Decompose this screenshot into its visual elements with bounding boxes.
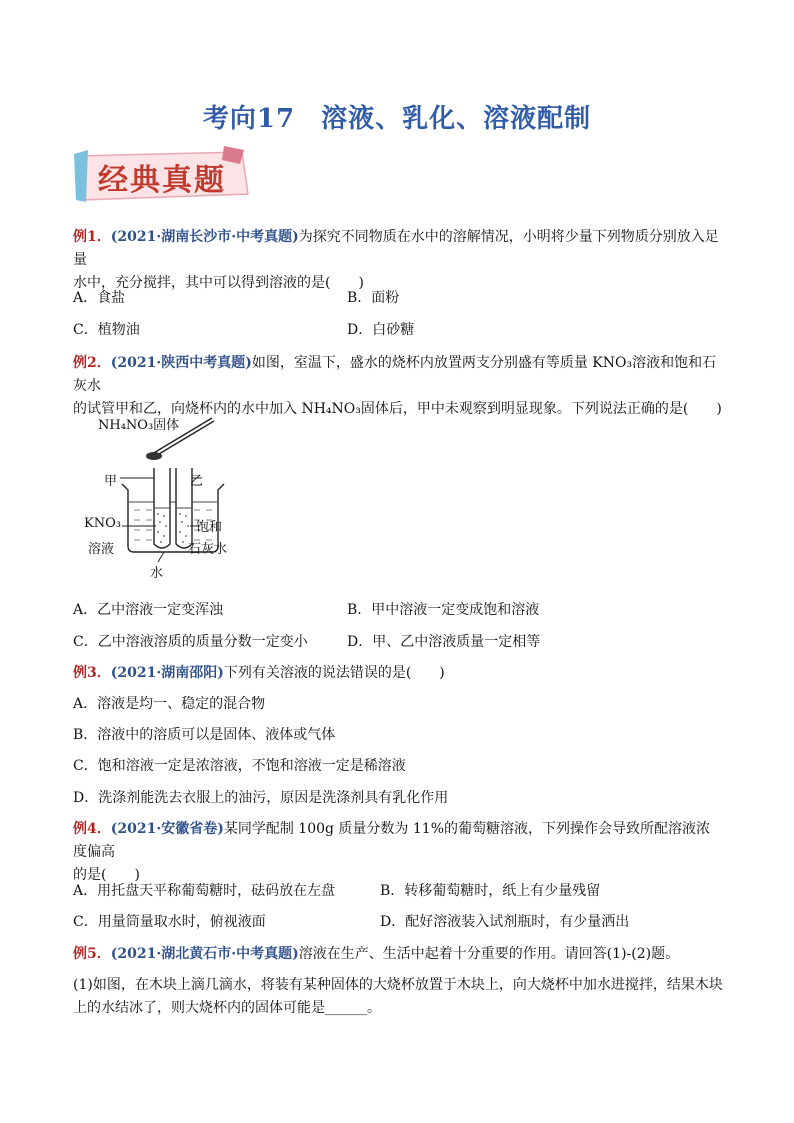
option-c: C．饱和溶液一定是浓溶液，不饱和溶液一定是稀溶液 (73, 758, 406, 774)
question-4 (73, 818, 723, 887)
question-stem: 溶液在生产、生活中起着十分重要的作用。请回答(1)-(2)题。 (298, 946, 680, 962)
title-topic-name: 溶液、乳化、溶液配制 (321, 104, 592, 134)
question-number: 例4． (73, 821, 111, 837)
option-a: A．食盐 (73, 290, 126, 306)
question-stem: 下列有关溶液的说法错误的是( ) (223, 665, 445, 681)
beaker-test-tube-figure (82, 410, 252, 582)
option-d: D．配好溶液装入试剂瓶时，有少量洒出 (380, 914, 630, 930)
figure-label-solid: NH₄NO₃固体 (98, 418, 180, 433)
question-stem-cont: 水中，充分搅拌，其中可以得到溶液的是( ) (73, 275, 364, 291)
option-b: B．面粉 (347, 290, 400, 306)
question-source: (2021·湖南邵阳) (110, 665, 224, 681)
question-1 (73, 226, 723, 295)
option-a: A．用托盘天平称葡萄糖时，砝码放在左盘 (73, 883, 336, 899)
option-b: B．转移葡萄糖时，纸上有少量残留 (380, 883, 601, 899)
question-source: (2021·湖北黄石市·中考真题) (110, 946, 299, 962)
question-source: (2021·陕西中考真题) (110, 355, 252, 371)
figure-label-limewater: 石灰水 (188, 542, 228, 557)
option-b: B．溶液中的溶质可以是固体、液体或气体 (73, 727, 336, 743)
page-title (0, 98, 794, 135)
question-5 (73, 943, 723, 966)
question-stem: 某同学配制 100g 质量分数为 11%的葡萄糖溶液，下列操作会导致所配溶液浓度偏高 (73, 821, 710, 860)
option-d: D．洗涤剂能洗去衣服上的油污，原因是洗涤剂具有乳化作用 (73, 790, 449, 806)
option-d: D．甲、乙中溶液质量一定相等 (347, 634, 541, 650)
question-3 (73, 662, 723, 685)
question-number: 例3． (73, 665, 111, 681)
option-d: D．白砂糖 (347, 322, 415, 338)
question-stem: 如图，室温下，盛水的烧杯内放置两支分别盛有等质量 KNO₃溶液和饱和石灰水 (73, 355, 717, 394)
option-b: B．甲中溶液一定变成饱和溶液 (347, 602, 540, 618)
question-number: 例5． (73, 946, 111, 962)
question-number: 例1． (73, 229, 111, 245)
option-c: C．用量筒量取水时，俯视液面 (73, 914, 266, 930)
figure-label-kno3: KNO₃ (84, 516, 121, 531)
question-stem: 为探究不同物质在水中的溶解情况，小明将少量下列物质分别放入足量 (73, 229, 719, 268)
question-source: (2021·湖南长沙市·中考真题) (110, 229, 299, 245)
question-stem-cont: 的试管甲和乙，向烧杯内的水中加入 NH₄NO₃固体后，甲中未观察到明显现象。下列说法正确的是( ) (73, 401, 722, 417)
figure-label-solution: 溶液 (88, 542, 115, 557)
option-c: C．植物油 (73, 322, 140, 338)
title-topic-number: 考向17 (202, 104, 296, 134)
sub-question-text: (1)如图，在木块上滴几滴水，将装有某种固体的大烧杯放置于木块上，向大烧杯中加水进搅拌，结果木块 (73, 977, 723, 993)
figure-label-saturated: 饱和 (196, 520, 223, 535)
figure-label-jia: 甲 (104, 474, 118, 489)
question-number: 例2． (73, 355, 111, 371)
sub-question-text-cont: 上的水结冰了，则大烧杯内的固体可能是______。 (73, 1000, 381, 1016)
question-5-part-1 (73, 974, 723, 1020)
section-banner-label: 经典真题 (98, 163, 226, 198)
question-stem-cont: 的是( ) (73, 867, 140, 883)
option-a: A．溶液是均一、稳定的混合物 (73, 696, 266, 712)
figure-label-yi: 乙 (190, 474, 204, 489)
option-a: A．乙中溶液一定变浑浊 (73, 602, 224, 618)
option-c: C．乙中溶液溶质的质量分数一定变小 (73, 634, 308, 650)
question-source: (2021·安徽省卷) (110, 821, 224, 837)
figure-label-water: 水 (150, 566, 164, 581)
